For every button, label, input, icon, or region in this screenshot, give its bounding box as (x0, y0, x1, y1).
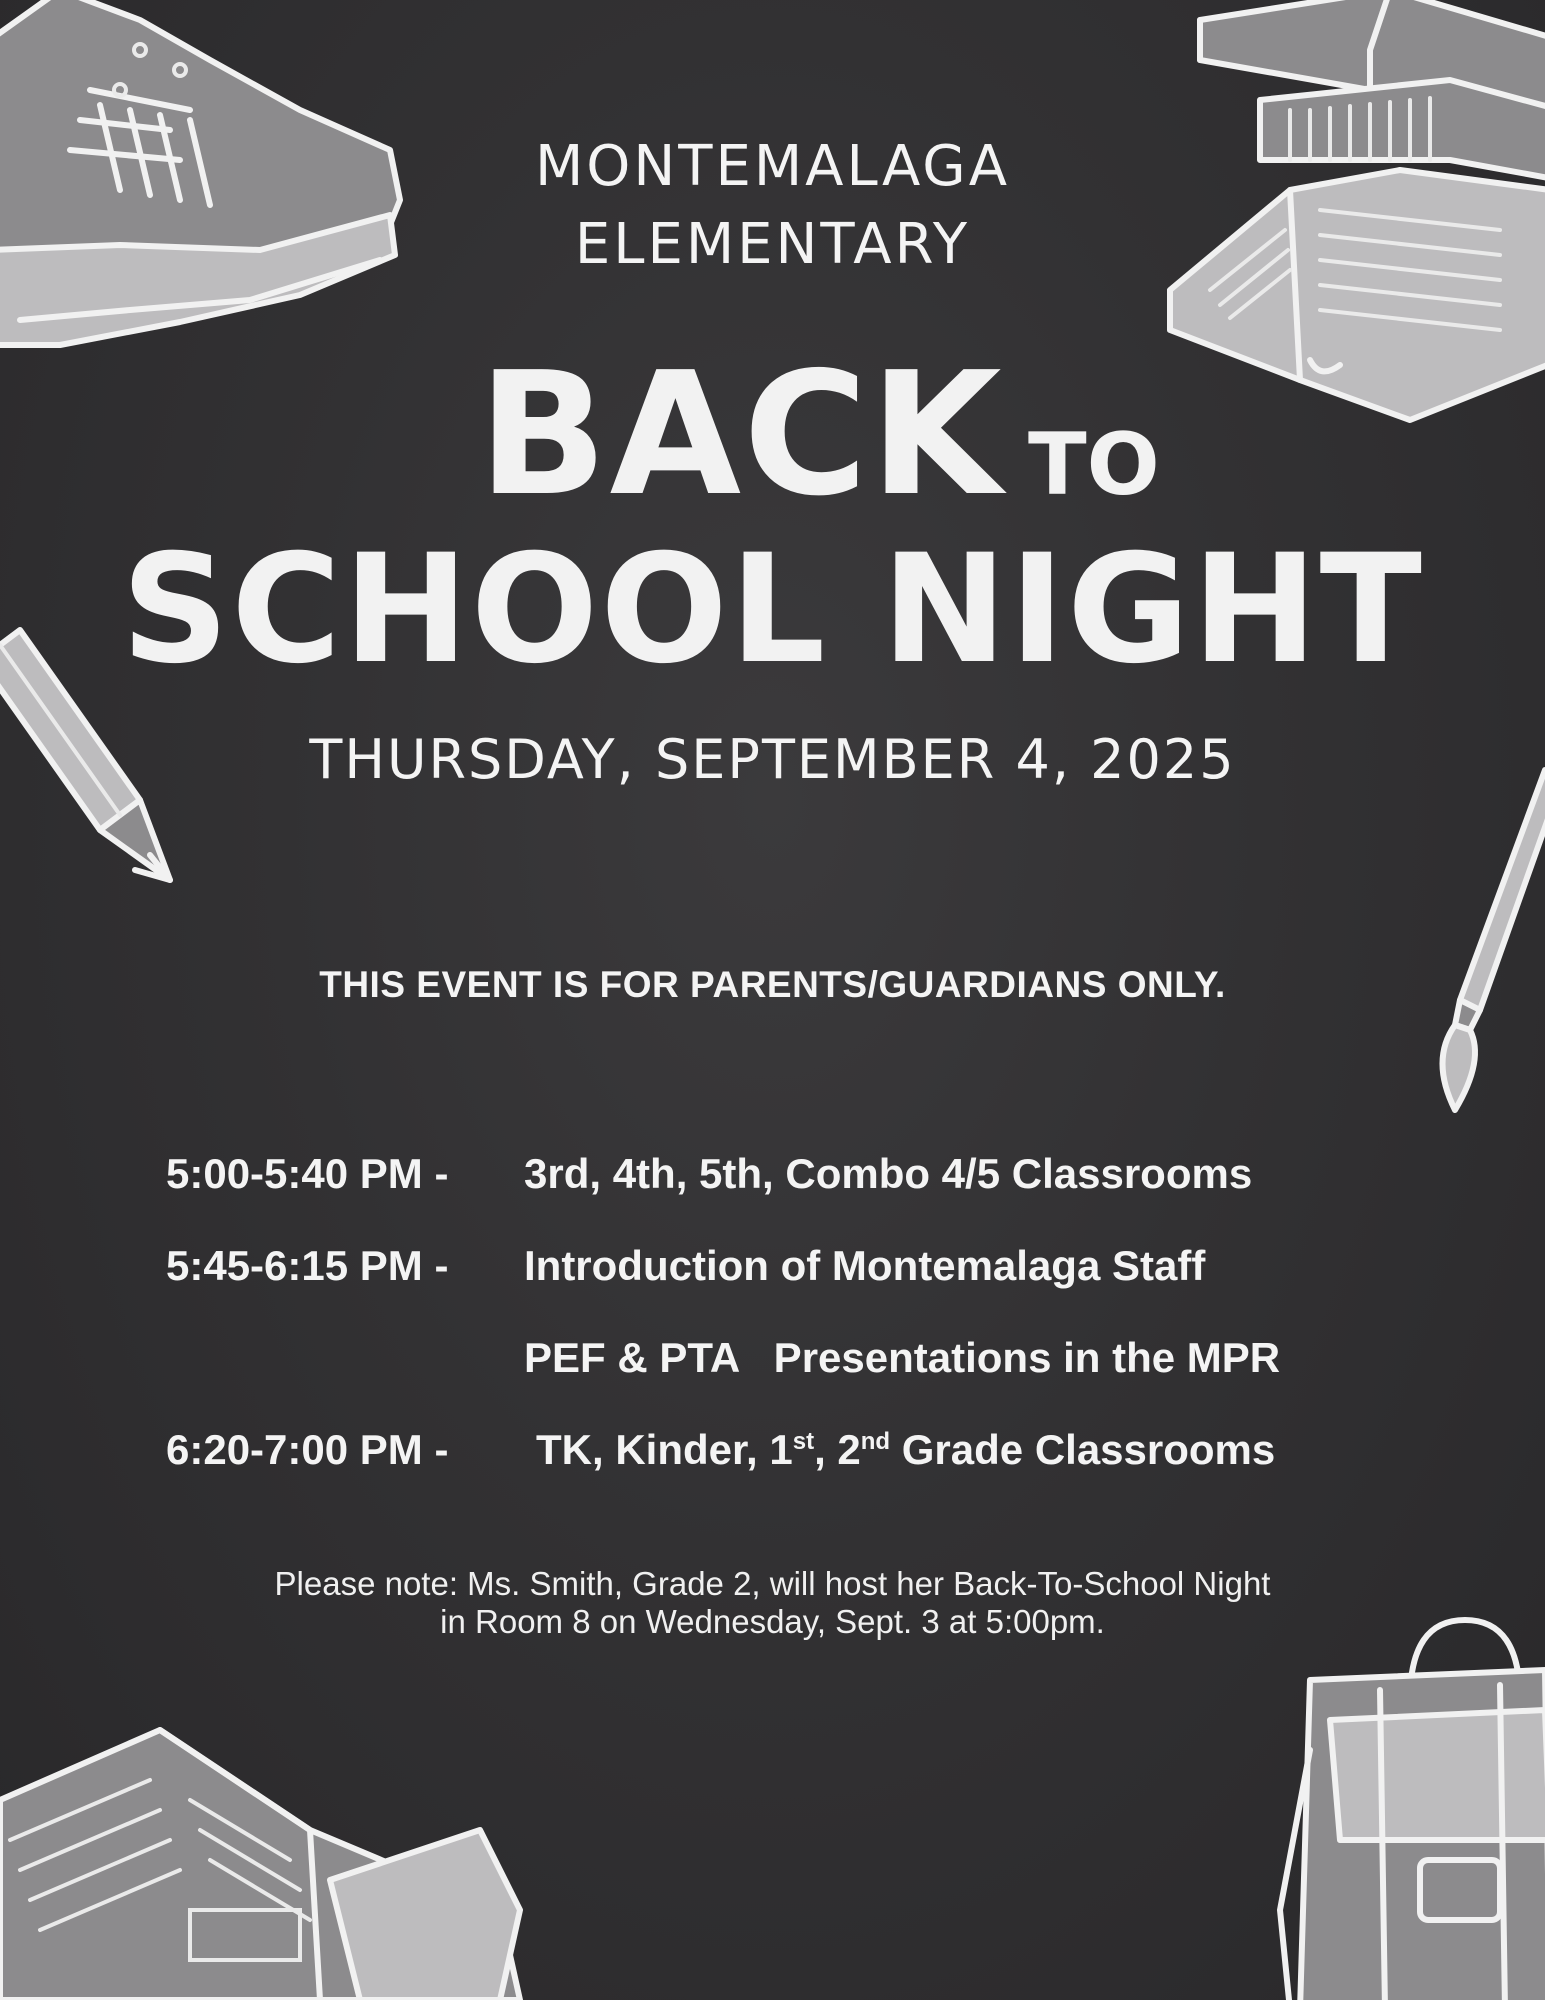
schedule-row (166, 1426, 1466, 1518)
schedule-list (166, 1150, 1466, 1518)
schedule-time: 5:00-5:40 PM - (166, 1150, 449, 1197)
title-to: TO (1028, 415, 1160, 515)
audience-notice: THIS EVENT IS FOR PARENTS/GUARDIANS ONLY. (319, 964, 1226, 1005)
open-book-icon (0, 1710, 530, 2000)
paintbrush-icon (1360, 760, 1545, 1120)
note-text (0, 1565, 1545, 1641)
schedule-row (166, 1150, 1466, 1242)
schedule-description: Introduction of Montemalaga Staff (524, 1242, 1206, 1289)
backpack-icon (1270, 1610, 1545, 2000)
schedule-time: 5:45-6:15 PM - (166, 1242, 449, 1289)
note-line2: in Room 8 on Wednesday, Sept. 3 at 5:00pm. (440, 1603, 1105, 1640)
event-date: THURSDAY, SEPTEMBER 4, 2025 (309, 728, 1236, 791)
school-name (0, 128, 1545, 284)
schedule-time: 6:20-7:00 PM - (166, 1426, 449, 1473)
schedule-description: TK, Kinder, 1st, 2nd Grade Classrooms (536, 1426, 1276, 1473)
title-back: BACK (478, 336, 1004, 534)
title-school-night: SCHOOL NIGHT (121, 523, 1424, 697)
school-name-line1: MONTEMALAGA (534, 134, 1010, 199)
schedule-row (166, 1334, 1466, 1426)
schedule-description: 3rd, 4th, 5th, Combo 4/5 Classrooms (524, 1150, 1253, 1197)
note-line1: Please note: Ms. Smith, Grade 2, will host her Back-To-School Night (274, 1565, 1271, 1602)
schedule-row (166, 1242, 1466, 1334)
school-name-line2: ELEMENTARY (574, 212, 971, 277)
schedule-description: PEF & PTA Presentations in the MPR (524, 1334, 1281, 1381)
